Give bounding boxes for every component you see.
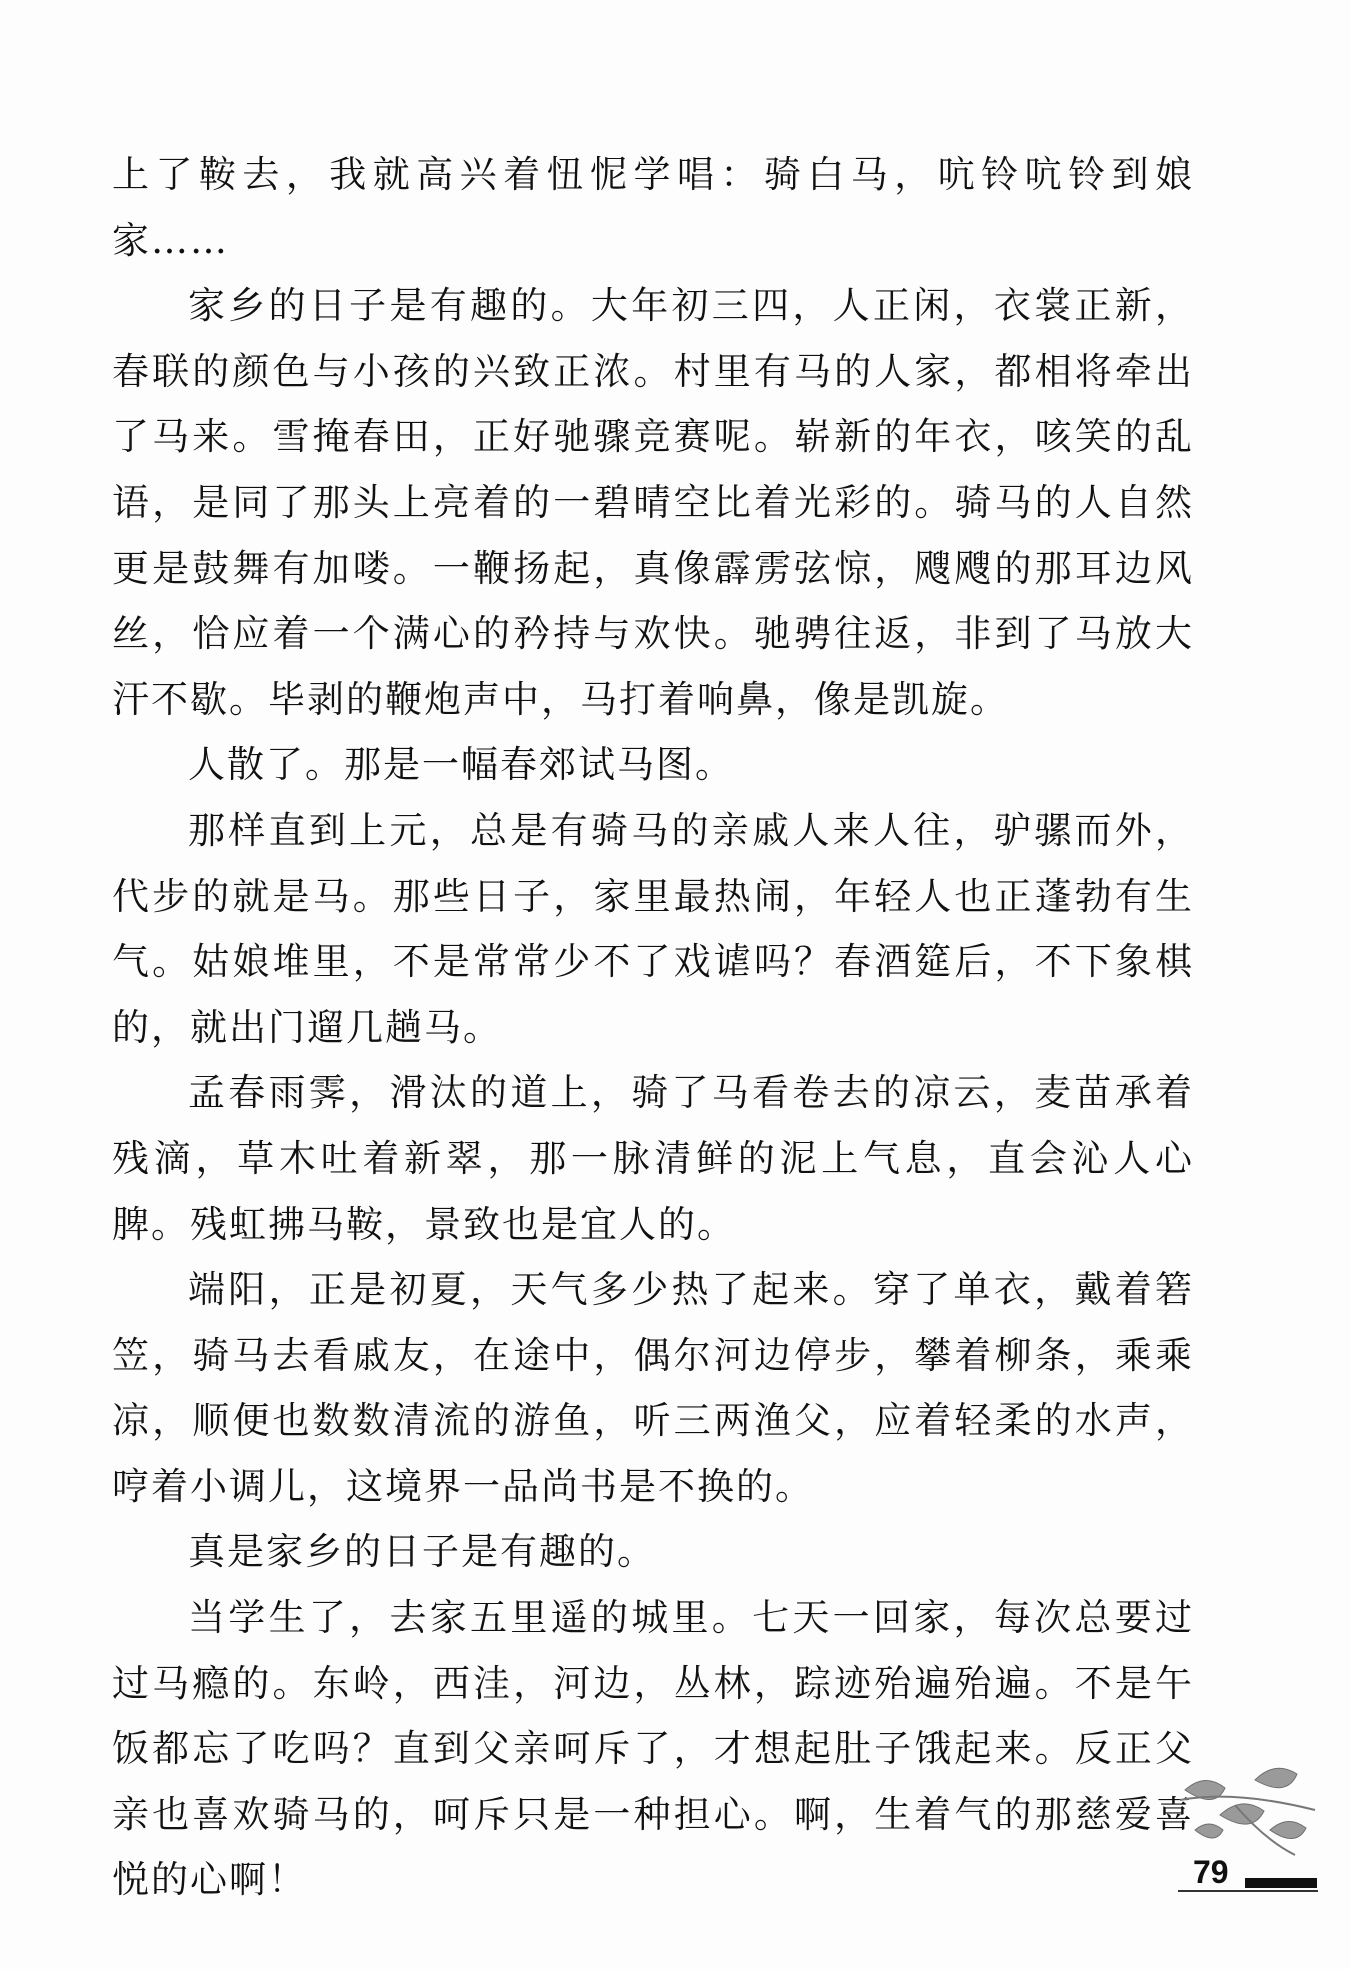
paragraph: 当学生了，去家五里遥的城里。七天一回家，每次总要过过马瘾的。东岭，西洼，河边，丛林，踪迹殆遍殆遍。不是午饭都忘了吃吗？直到父亲呵斥了，才想起肚子饿起来。反正父亲也喜欢骑马的，呵斥只是一种担心。啊，生着气的那慈爱喜悦的心啊！ xyxy=(112,1596,1194,1902)
paragraph: 端阳，正是初夏，天气多少热了起来。穿了单衣，戴着箬笠，骑马去看戚友，在途中，偶尔河边停步，攀着柳条，乘乘凉，顺便也数数清流的游鱼，听三两渔父，应着轻柔的水声，哼着小调儿，这境界一品尚书是不换的。 xyxy=(112,1268,1194,1508)
paragraph: 孟春雨霁，滑汰的道上，骑了马看卷去的凉云，麦苗承着残滴，草木吐着新翠，那一脉清鲜的泥上气息，直会沁人心脾。残虹拂马鞍，景致也是宜人的。 xyxy=(112,1071,1194,1246)
body-text xyxy=(112,142,1194,1913)
paragraph: 家乡的日子是有趣的。大年初三四，人正闲，衣裳正新，春联的颜色与小孩的兴致正浓。村里有马的人家，都相将牵出了马来。雪掩春田，正好驰骤竞赛呢。崭新的年衣，咳笑的乱语，是同了那头上亮着的一碧晴空比着光彩的。骑马的人自然更是鼓舞有加喽。一鞭扬起，真像霹雳弦惊，飕飕的那耳边风丝，恰应着一个满心的矜持与欢快。驰骋往返，非到了马放大汗不歇。毕剥的鞭炮声中，马打着响鼻，像是凯旋。 xyxy=(112,284,1194,721)
page-number-underline xyxy=(1178,1890,1318,1892)
paragraph: 真是家乡的日子是有趣的。 xyxy=(188,1530,656,1574)
paragraph: 上了鞍去，我就高兴着忸怩学唱：骑白马，吭铃吭铃到娘家…… xyxy=(112,153,1194,262)
page-number: 79 xyxy=(1193,1854,1229,1890)
page-number-bar xyxy=(1245,1878,1317,1888)
paragraph: 人散了。那是一幅春郊试马图。 xyxy=(188,743,734,787)
paragraph: 那样直到上元，总是有骑马的亲戚人来人往，驴骡而外，代步的就是马。那些日子，家里最热闹，年轻人也正蓬勃有生气。姑娘堆里，不是常常少不了戏谑吗？春酒筵后，不下象棋的，就出门遛几趟马。 xyxy=(112,808,1194,1049)
